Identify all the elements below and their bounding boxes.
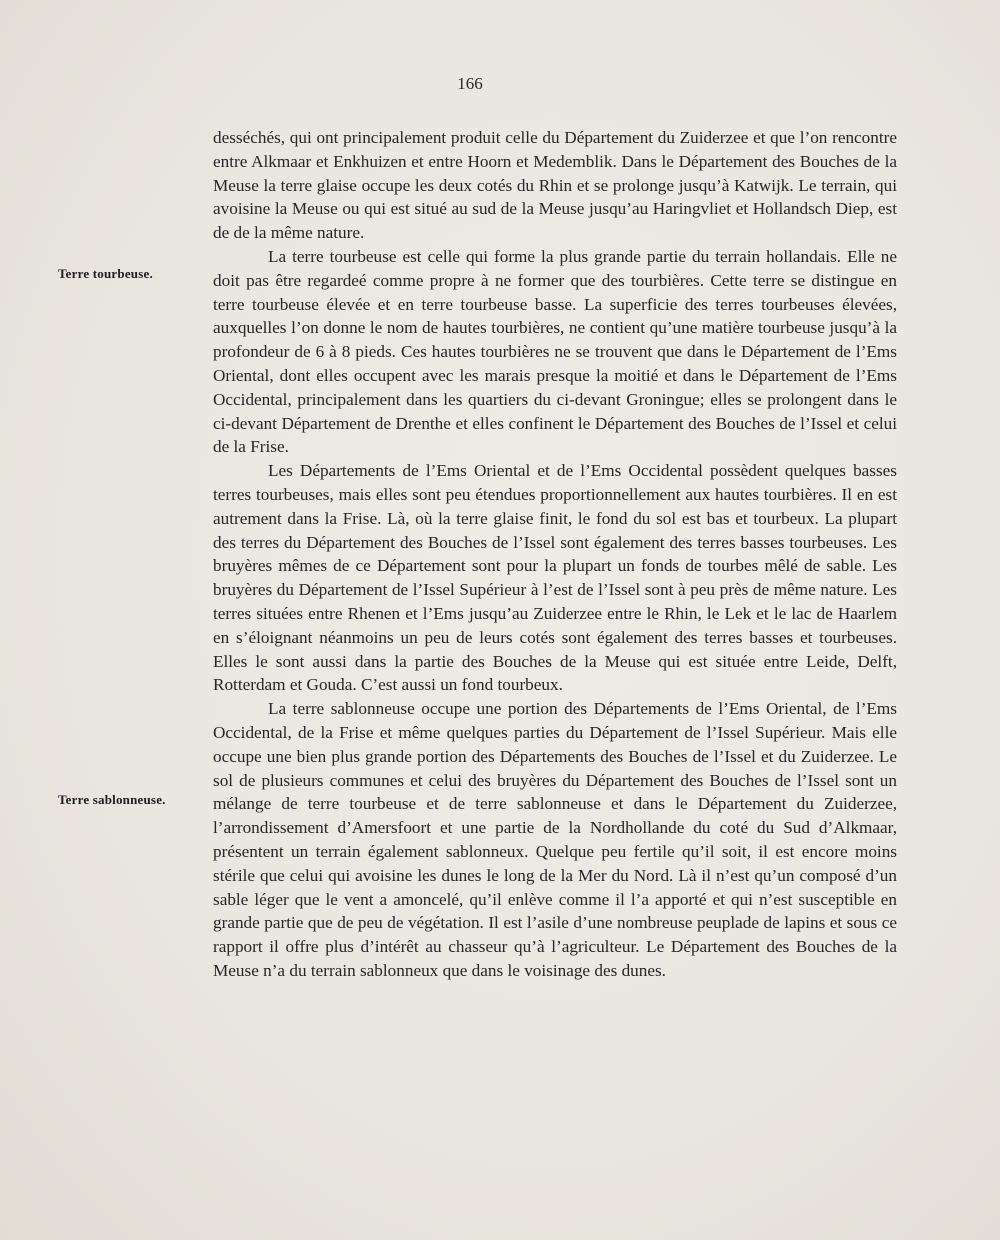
body-text [213,126,897,983]
margin-note-terre-tourbeuse: Terre tourbeuse. [58,266,153,281]
page-number: 166 [457,74,483,93]
paragraph-terre-sablonneuse: La terre sablonneuse occupe une portion des Départements de l’Ems Oriental, de l’Ems Occidental, de la Frise et même quelques parties du Département de l’Issel Supérieur. Mais elle occupe une bien plus grande portion des Départements des Bouches de l’Issel et du Zuiderzee. Le sol de plusieurs communes et celui des bruyères du Département des Bouches de l’Issel sont un mélange de terre tourbeuse et de terre sablonneuse et dans le Département du Zuiderzee, l’arrondissement d’Amersfoort et une partie de la Nordhollande du coté du Sud d’Alkmaar, présentent un terrain également sablonneux. Quelque peu fertile qu’il soit, il est encore moins stérile que celui qui avoisine les dunes le long de la Mer du Nord. Là il n’est qu’un composé d’un sable léger que le vent a amoncelé, qu’il enlève comme il l’a apporté et qui n’est susceptible en grande partie que de peu de végétation. Il est l’asile d’une nombreuse peuplade de lapins et sous ce rapport il offre plus d’intérêt au chasseur qu’à l’agriculteur. Le Département des Bouches de la Meuse n’a du terrain sablonneux que dans le voisinage des dunes. [213,699,897,980]
paragraph-terre-tourbeuse: La terre tourbeuse est celle qui forme la plus grande partie du terrain hollandais. Elle ne doit pas être regardeé comme propre à ne former que des tourbières. Cette terre se distingue en terre tourbeuse élevée et en terre tourbeuse basse. La superficie des terres tourbeuses élevées, auxquelles l’on donne le nom de hautes tourbières, ne contient qu’une matière tourbeuse jusqu’à la profondeur de 6 à 8 pieds. Ces hautes tourbières ne se trouvent que dans le Département de l’Ems Oriental, dont elles occupent avec les marais presque la moitié et dans le Département de l’Ems Occidental, principalement dans les quartiers du ci-devant Groningue; elles se prolongent dans le ci-devant Département de Drenthe et elles confinent le Département des Bouches de l’Issel et celui de la Frise. [213,246,897,457]
paragraph-basses-terres: Les Départements de l’Ems Oriental et de l’Ems Occidental possèdent quelques basses terres tourbeuses, mais elles sont peu étendues proportionnellement aux hautes tourbières. Il en est autrement dans la Frise. Là, où la terre glaise finit, le fond du sol est bas et tourbeux. La plupart des terres du Département des Bouches de l’Issel sont également des terres basses tourbeuses. Les bruyères mêmes de ce Département sont pour la plupart un fonds de tourbes mêlé de sable. Les bruyères du Département de l’Issel Supérieur à l’est de l’Issel sont à peu près de même nature. Les terres situées entre Rhenen et l’Ems jusqu’au Zuiderzee entre le Rhin, le Lek et le lac de Haarlem en s’éloignant néanmoins un peu de leurs cotés sont également des terres basses et tourbeuses. Elles le sont aussi dans la partie des Bouches de la Meuse qui est située entre Leide, Delft, Rotterdam et Gouda. C’est aussi un fond tourbeux. [213,461,897,695]
paragraph-continuation: desséchés, qui ont principalement produit celle du Département du Zuiderzee et que l’on rencontre entre Alkmaar et Enkhuizen et entre Hoorn et Medemblik. Dans le Département des Bouches de la Meuse la terre glaise occupe les deux cotés du Rhin et se prolonge jusqu’à Katwijk. Le terrain, qui avoisine la Meuse ou qui est situé au sud de la Meuse jusqu’au Haringvliet et Hollandsch Diep, est de de la même nature. [213,128,897,243]
margin-note-terre-sablonneuse: Terre sablonneuse. [58,792,166,807]
